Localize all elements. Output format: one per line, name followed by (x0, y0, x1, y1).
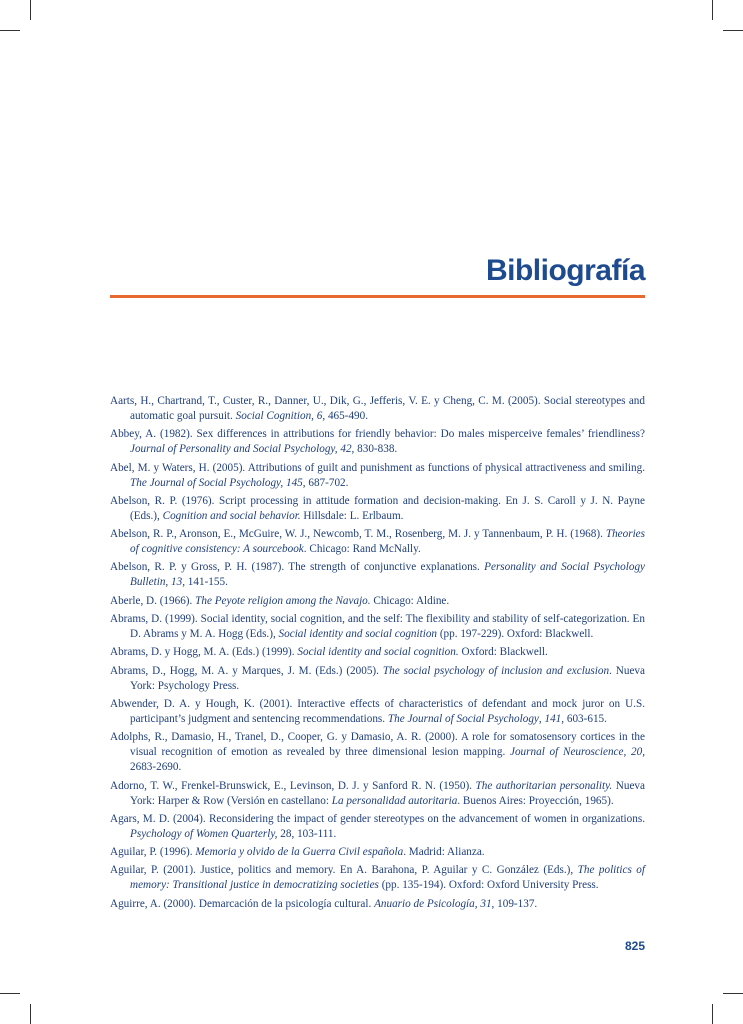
reference-text: Oxford: Blackwell. (458, 646, 548, 659)
crop-mark (723, 993, 743, 994)
reference-italic-text: Personality and Social Psychology Bulletin, 13, (130, 561, 646, 589)
reference-entry (110, 494, 645, 524)
reference-text: Aguirre, A. (2000). Demarcación de la psicología cultural. (110, 897, 375, 910)
reference-text: Nueva York: Harper & Row (Versión en castellano: (130, 779, 645, 807)
reference-text: Agars, M. D. (2004). Reconsidering the impact of gender stereotypes on the advancement of women in organizations. (110, 812, 645, 825)
reference-italic-text: Anuario de Psicología (374, 897, 475, 910)
crop-mark (0, 30, 20, 31)
reference-text: . Chicago: Rand McNally. (303, 543, 421, 556)
reference-text: Abelson, R. P. y Gross, P. H. (1987). The strength of conjunctive explanations. (110, 561, 485, 574)
reference-text: (pp. 135-194). Oxford: Oxford University Press. (378, 879, 599, 892)
reference-italic-text: The Peyote religion among the Navajo. (195, 594, 371, 607)
reference-entry (110, 730, 645, 775)
reference-italic-text: Theories of cognitive consistency: A sourcebook (130, 528, 645, 556)
reference-italic-text: The politics of memory: Transitional justice in democratizing societies (130, 864, 645, 892)
reference-text: Abbey, A. (1982). Sex differences in attributions for friendly behavior: Do males misperceive females’ friendliness? (110, 428, 645, 441)
reference-text: Hillsdale: L. Erlbaum. (300, 509, 404, 522)
reference-italic-text: The social psychology of inclusion and exclusion (382, 664, 610, 677)
reference-entry (110, 812, 645, 842)
reference-text: 28, 103-111. (277, 827, 337, 840)
reference-text: , 603-615. (561, 712, 607, 725)
reference-text: Abrams, D. y Hogg, M. A. (Eds.) (1999). (110, 646, 298, 659)
reference-text: Chicago: Aldine. (370, 594, 450, 607)
reference-italic-text: 31 (480, 897, 492, 910)
reference-entry (110, 697, 645, 727)
reference-list (110, 394, 645, 915)
reference-text: , 687-702. (302, 476, 349, 489)
reference-entry (110, 897, 645, 912)
reference-entry (110, 594, 645, 609)
reference-italic-text: Psychology of Women Quarterly, (130, 827, 278, 840)
reference-entry (110, 664, 645, 694)
reference-text: , (538, 712, 545, 725)
reference-text: 141-155. (185, 576, 228, 589)
reference-text: Adolphs, R., Damasio, H., Tranel, D., Cooper, G. y Damasio, A. R. (2000). A role for somatosensory cortices in the visual recognition of emotion as revealed by three dimensional lesion mapping. (110, 731, 645, 759)
reference-text: . Madrid: Alianza. (403, 846, 485, 859)
reference-text: , 830-838. (351, 443, 398, 456)
crop-mark (712, 1004, 713, 1024)
reference-text: Aguilar, P. (1996). (110, 846, 196, 859)
reference-text: , 109-137. (491, 897, 538, 910)
crop-mark (723, 30, 743, 31)
reference-text: 2683-2690. (130, 761, 182, 774)
reference-text: Aarts, H., Chartrand, T., Custer, R., Danner, U., Dik, G., Jefferis, V. E. y Cheng, C. M. (2005). Social stereotypes and automatic goal pursuit. (110, 395, 645, 422)
reference-text: 465-490. (325, 410, 369, 422)
reference-italic-text: Social identity and social cognition (278, 628, 438, 641)
reference-italic-text: Cognition and social behavior. (162, 509, 301, 522)
reference-entry (110, 645, 645, 660)
reference-text: Aguilar, P. (2001). Justice, politics and memory. En A. Barahona, P. Aguilar y C. González (Eds.), (110, 864, 578, 877)
reference-italic-text: La personalidad autoritaria (331, 794, 458, 807)
reference-text: (pp. 197-229). Oxford: Blackwell. (437, 628, 594, 641)
reference-entry (110, 863, 645, 893)
reference-italic-text: The Journal of Social Psychology, 145 (130, 476, 303, 489)
reference-text: Abrams, D. (1999). Social identity, social cognition, and the self: The flexibility and stability of self-categorization. En D. Abrams y M. A. Hogg (Eds.), (110, 613, 645, 641)
reference-text: , (474, 897, 481, 910)
reference-text: . Buenos Aires: Proyección, 1965). (457, 794, 614, 807)
reference-text: Abel, M. y Waters, H. (2005). Attributions of guilt and punishment as functions of physical attractiveness and smiling. (110, 461, 645, 474)
reference-italic-text: The authoritarian personality. (475, 779, 613, 792)
reference-text: Aberle, D. (1966). (110, 594, 196, 607)
reference-text: . Nueva York: Psychology Press. (130, 664, 645, 692)
page-title: Bibliografía (485, 254, 645, 287)
reference-entry (110, 461, 645, 491)
reference-entry (110, 612, 645, 642)
crop-mark (0, 993, 20, 994)
reference-text: Abelson, R. P. (1976). Script processing in attitude formation and decision-making. En J. S. Caroll y J. N. Payne (Eds.), (110, 494, 645, 522)
reference-italic-text: The Journal of Social Psychology (387, 712, 539, 725)
reference-entry (110, 527, 645, 557)
crop-mark (712, 0, 713, 20)
reference-italic-text: Social identity and social cognition. (297, 646, 459, 659)
crop-mark (30, 1004, 31, 1024)
reference-italic-text: Journal of Neuroscience, 20, (510, 746, 646, 759)
reference-entry (110, 394, 645, 424)
reference-italic-text: Memoria y olvido de la Guerra Civil española (195, 846, 404, 859)
reference-text: Abwender, D. A. y Hough, K. (2001). Interactive effects of characteristics of defendant and mock juror on U.S. participant’s judgment and sentencing recommendations. (110, 697, 645, 725)
reference-text: Adorno, T. W., Frenkel-Brunswick, E., Levinson, D. J. y Sanford R. N. (1950). (110, 779, 476, 792)
reference-italic-text: Journal of Personality and Social Psychology, 42 (130, 443, 352, 456)
crop-mark (30, 0, 31, 20)
reference-entry (110, 560, 645, 590)
title-underline (110, 295, 645, 298)
reference-text: Abrams, D., Hogg, M. A. y Marques, J. M. (Eds.) (2005). (110, 664, 383, 677)
reference-text: Abelson, R. P., Aronson, E., McGuire, W. J., Newcomb, T. M., Rosenberg, M. J. y Tannenbaum, P. H. (1968). (110, 528, 606, 541)
reference-entry (110, 779, 645, 809)
reference-entry (110, 427, 645, 457)
reference-italic-text: Social Cognition, 6, (235, 410, 326, 422)
page-number: 825 (624, 939, 645, 953)
reference-italic-text: 141 (544, 712, 562, 725)
reference-entry (110, 845, 645, 860)
